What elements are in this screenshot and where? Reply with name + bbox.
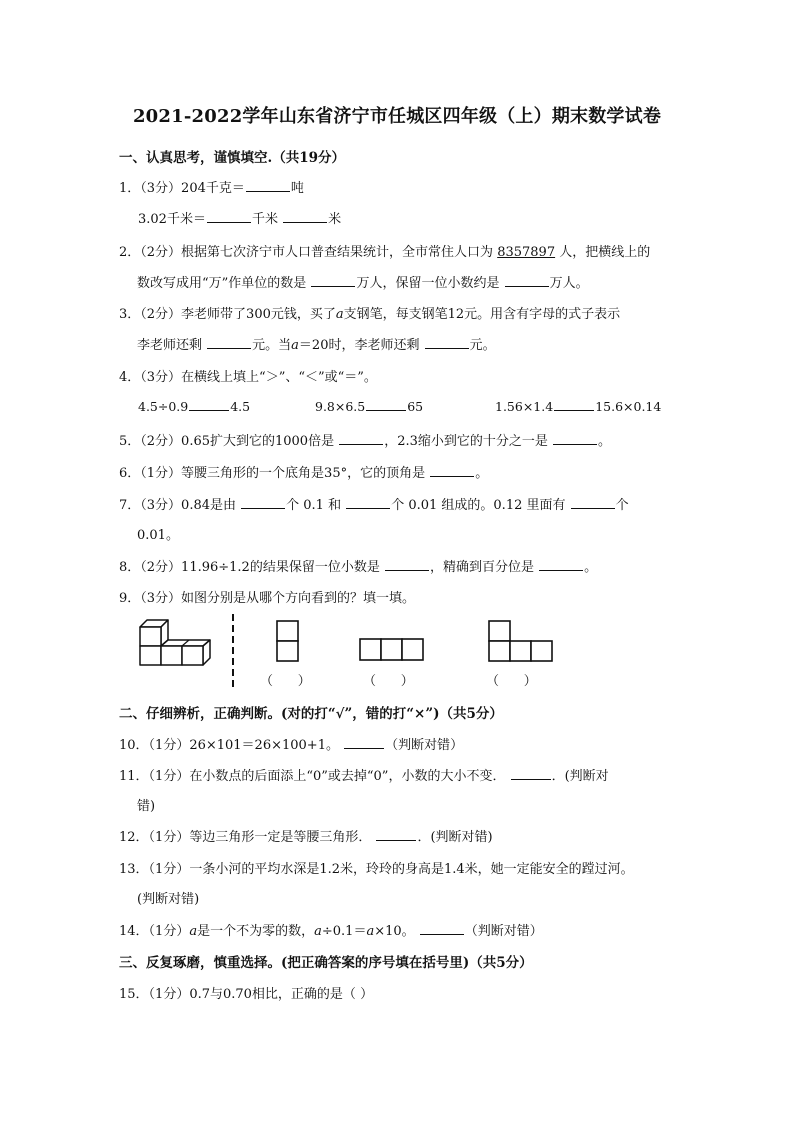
section-3-heading: 三、反复琢磨，慎重选择。(把正确答案的序号填在括号里)（共5分） — [119, 955, 533, 971]
answer-blank[interactable] — [505, 274, 549, 287]
question-2-line-2: 数改写成用“万”作单位的数是 万人，保留一位小数约是 万人。 — [137, 276, 589, 291]
question-5: 5．（2分）0.65扩大到它的1000倍是 ，2.3缩小到它的十分之一是 。 — [119, 434, 612, 449]
view-figure-1 — [276, 620, 300, 664]
question-14: 14．（1分）a是一个不为零的数，a÷0.1＝a×10。 （判断对错） — [119, 924, 543, 939]
question-13: 13．（1分）一条小河的平均水深是1.2米，玲玲的身高是1.4米，她一定能安全的蹚过河。 — [119, 862, 634, 877]
view-figure-3 — [488, 620, 554, 664]
section-2-heading: 二、仔细辨析，正确判断。(对的打“√”，错的打“×”)（共5分） — [119, 706, 503, 722]
comparison-2: 9.8×6.5 65 — [315, 399, 424, 414]
answer-blank[interactable] — [385, 558, 429, 571]
question-13-line-2: (判断对错) — [137, 892, 200, 907]
answer-blank[interactable] — [554, 398, 594, 411]
question-11-line-2: 错) — [137, 799, 156, 814]
question-15: 15．（1分）0.7与0.70相比，正确的是（ ） — [119, 987, 374, 1002]
question-8: 8．（2分）11.96÷1.2的结果保留一位小数是 ，精确到百分位是 。 — [119, 560, 598, 575]
question-12: 12．（1分）等边三角形一定是等腰三角形． ．(判断对错) — [119, 830, 493, 845]
answer-blank[interactable] — [339, 432, 383, 445]
answer-parentheses-2[interactable]: （ ） — [363, 674, 414, 689]
question-4: 4．（3分）在横线上填上“＞”、“＜”或“＝”。 — [119, 370, 377, 385]
question-9: 9．（3分）如图分别是从哪个方向看到的？填一填。 — [119, 591, 416, 606]
answer-blank[interactable] — [430, 464, 474, 477]
section-1-heading: 一、认真思考，谨慎填空.（共19分） — [119, 150, 345, 166]
question-1-part-2: 3.02千米＝ 千米 米 — [138, 212, 342, 227]
question-6: 6．（1分）等腰三角形的一个底角是35°，它的顶角是 。 — [119, 466, 489, 481]
question-1: 1．（3分）204千克＝ 吨 — [119, 181, 304, 196]
answer-blank[interactable] — [376, 828, 416, 841]
answer-blank[interactable] — [311, 274, 355, 287]
answer-blank[interactable] — [207, 210, 251, 223]
view-figure-2 — [359, 638, 427, 662]
answer-parentheses-1[interactable]: （ ） — [260, 674, 311, 689]
answer-parentheses-3[interactable]: （ ） — [486, 674, 537, 689]
answer-blank[interactable] — [283, 210, 327, 223]
question-7: 7．（3分）0.84是由 个 0.1 和 个 0.01 组成的。0.12 里面有 个 — [119, 498, 629, 513]
answer-blank[interactable] — [241, 496, 285, 509]
answer-blank[interactable] — [344, 736, 384, 749]
answer-blank[interactable] — [346, 496, 390, 509]
question-7-line-2: 0.01。 — [137, 528, 179, 543]
question-3-line-2: 李老师还剩 元。当a＝20时，李老师还剩 元。 — [137, 338, 496, 353]
comparison-3: 1.56×1.4 15.6×0.14 — [495, 399, 662, 414]
answer-blank[interactable] — [207, 336, 251, 349]
underlined-number: 8357897 — [497, 245, 556, 260]
question-11: 11．（1分）在小数点的后面添上“0”或去掉“0”，小数的大小不变． ．(判断对 — [119, 769, 609, 784]
answer-blank[interactable] — [189, 398, 229, 411]
question-3: 3．（2分）李老师带了300元钱，买了a支钢笔，每支钢笔12元。用含有字母的式子表示 — [119, 307, 621, 322]
dashed-divider — [230, 614, 236, 688]
comparison-1: 4.5÷0.9 4.5 — [138, 399, 251, 414]
question-10: 10．（1分）26×101＝26×100+1。 （判断对错） — [119, 738, 464, 753]
question-2: 2．（2分）根据第七次济宁市人口普查结果统计，全市常住人口为 8357897 人，把横线上的 — [119, 245, 651, 260]
answer-blank[interactable] — [571, 496, 615, 509]
page-title: 2021-2022学年山东省济宁市任城区四年级（上）期末数学试卷 — [132, 106, 662, 127]
answer-blank[interactable] — [511, 767, 551, 780]
cube-stack-figure — [138, 618, 218, 670]
answer-blank[interactable] — [553, 432, 597, 445]
answer-blank[interactable] — [425, 336, 469, 349]
answer-blank[interactable] — [539, 558, 583, 571]
answer-blank[interactable] — [420, 922, 464, 935]
answer-blank[interactable] — [366, 398, 406, 411]
answer-blank[interactable] — [246, 179, 290, 192]
